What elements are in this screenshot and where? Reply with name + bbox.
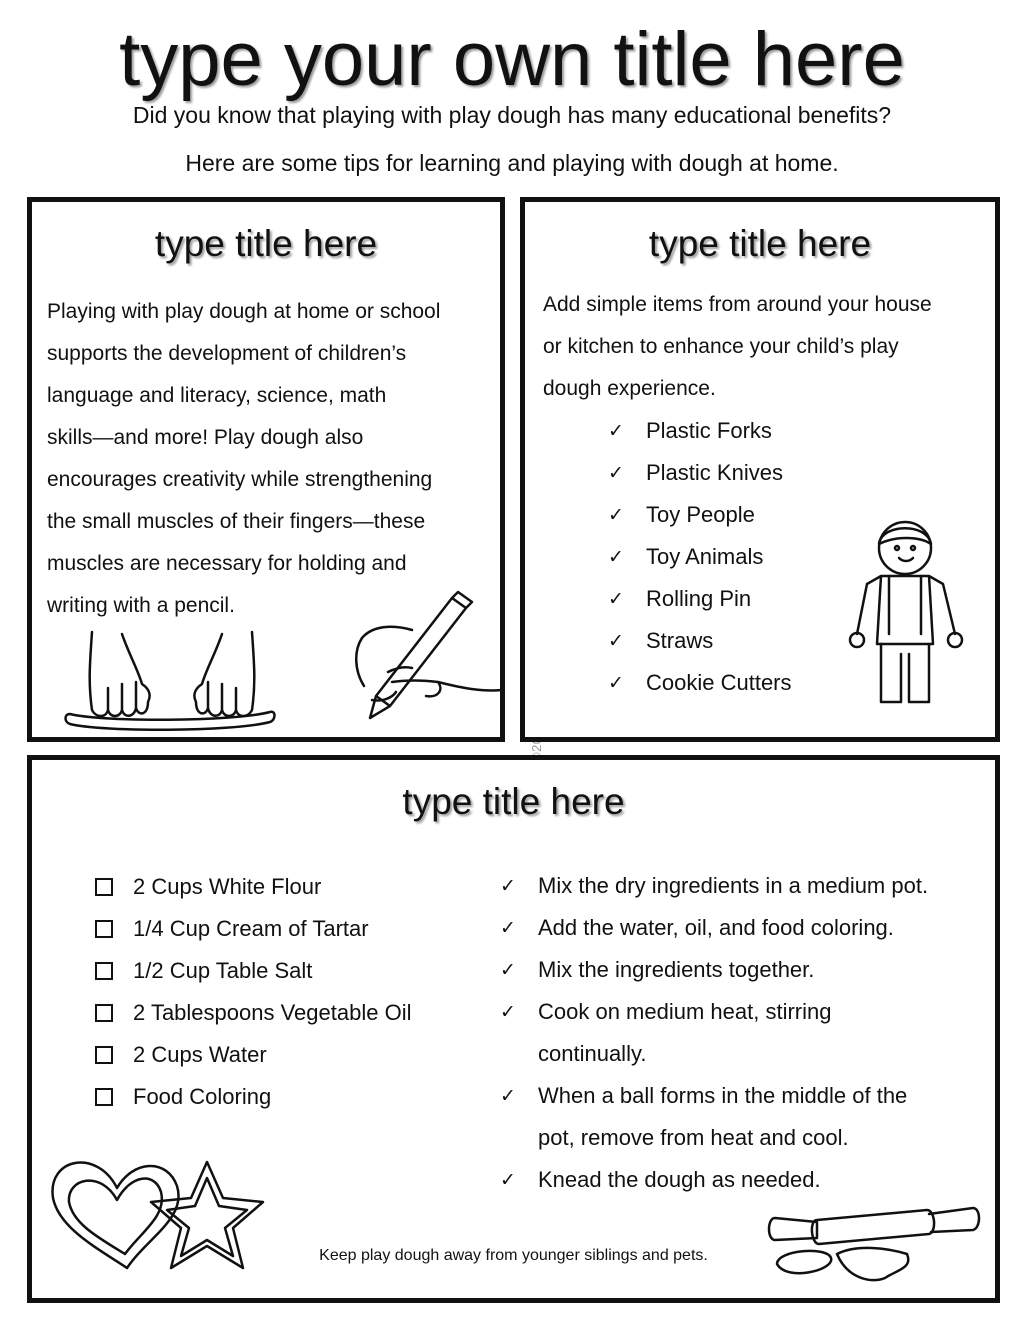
list-item (500, 1159, 928, 1201)
steps-list (500, 865, 928, 1201)
panel-play-items-title: type title here (648, 223, 872, 264)
list-item (608, 452, 792, 494)
benefits-line: encourages creativity while strengthening (47, 468, 433, 491)
check-icon: ✓ (500, 917, 516, 939)
panel-recipe-title: type title here (402, 781, 625, 822)
play-items-list (608, 410, 792, 704)
list-item-label: Toy People (646, 502, 755, 527)
checkbox-icon (95, 1004, 113, 1022)
intro-line-2: Here are some tips for learning and playing with dough at home. (185, 150, 839, 176)
list-item-label: Food Coloring (133, 1084, 272, 1109)
list-item (500, 1075, 928, 1117)
check-icon: ✓ (500, 1085, 516, 1107)
check-icon: ✓ (608, 420, 624, 442)
benefits-line: language and literacy, science, math (47, 384, 387, 407)
list-item (608, 620, 792, 662)
benefits-line: Playing with play dough at home or school (47, 300, 441, 323)
list-item-label: Toy Animals (646, 544, 764, 569)
check-icon: ✓ (608, 588, 624, 610)
list-item (95, 866, 411, 908)
check-icon: ✓ (608, 462, 624, 484)
list-item-label: Mix the ingredients together. (538, 957, 815, 982)
list-item (608, 578, 792, 620)
page-title: type your own title here (119, 17, 905, 102)
checkbox-icon (95, 962, 113, 980)
play-items-line: dough experience. (543, 377, 716, 400)
intro-line-1: Did you know that playing with play dough has many educational benefits? (132, 102, 892, 128)
hands-rolling-dough-illustration (62, 622, 282, 732)
list-item-label: 2 Cups Water (133, 1042, 267, 1067)
check-icon: ✓ (608, 630, 624, 652)
safety-note: Keep play dough away from younger siblings and pets. (319, 1247, 708, 1264)
benefits-line: writing with a pencil. (47, 594, 235, 617)
list-item-continued (500, 1117, 928, 1159)
list-item (95, 908, 411, 950)
list-item (500, 907, 928, 949)
checkbox-icon (95, 878, 113, 896)
list-item (95, 1034, 411, 1076)
list-item (95, 1076, 411, 1118)
list-item (95, 950, 411, 992)
list-item-label: 1/4 Cup Cream of Tartar (133, 916, 369, 941)
checkbox-icon (95, 1088, 113, 1106)
panel-benefits-text (47, 291, 502, 627)
check-icon: ✓ (608, 504, 624, 526)
list-item (608, 494, 792, 536)
checkbox-icon (95, 920, 113, 938)
list-item (608, 410, 792, 452)
check-icon: ✓ (500, 959, 516, 981)
panel-benefits (27, 197, 505, 742)
check-icon: ✓ (608, 672, 624, 694)
list-item-label: 2 Tablespoons Vegetable Oil (133, 1000, 412, 1025)
list-item-label: Plastic Forks (646, 418, 772, 443)
list-item (500, 865, 928, 907)
list-item (95, 992, 411, 1034)
list-item-continued (500, 1033, 928, 1075)
check-icon: ✓ (500, 1001, 516, 1023)
list-item-label: Plastic Knives (646, 460, 783, 485)
list-item-label: pot, remove from heat and cool. (538, 1125, 849, 1150)
list-item (608, 536, 792, 578)
hand-writing-pencil-illustration (352, 590, 512, 730)
list-item (500, 991, 928, 1033)
benefits-line: supports the development of children’s (47, 342, 407, 365)
check-icon: ✓ (500, 1169, 516, 1191)
benefits-line: muscles are necessary for holding and (47, 552, 407, 575)
list-item-label: Add the water, oil, and food coloring. (538, 915, 894, 940)
list-item-label: continually. (538, 1041, 647, 1066)
panel-benefits-title: type title here (154, 223, 378, 264)
list-item-label: Mix the dry ingredients in a medium pot. (538, 873, 929, 898)
toy-person-illustration (847, 514, 967, 714)
list-item-label: Cook on medium heat, stirring (538, 999, 832, 1024)
panel-recipe (27, 755, 1000, 1303)
list-item-label: 1/2 Cup Table Salt (133, 958, 313, 983)
play-items-line: Add simple items from around your house (543, 293, 932, 316)
list-item-label: Rolling Pin (646, 586, 752, 611)
cookie-cutters-illustration (47, 1148, 297, 1288)
check-icon: ✓ (608, 546, 624, 568)
list-item-label: When a ball forms in the middle of the (538, 1083, 908, 1108)
list-item-label: 2 Cups White Flour (133, 874, 322, 899)
panel-play-items-text (543, 284, 993, 410)
check-icon: ✓ (500, 875, 516, 897)
list-item (500, 949, 928, 991)
list-item-label: Straws (646, 628, 714, 653)
benefits-line: the small muscles of their fingers—these (47, 510, 426, 533)
list-item-label: Knead the dough as needed. (538, 1167, 821, 1192)
ingredients-list (95, 866, 411, 1118)
panel-play-items (520, 197, 1000, 742)
benefits-line: skills—and more! Play dough also (47, 426, 364, 449)
list-item (608, 662, 792, 704)
checkbox-icon (95, 1046, 113, 1064)
play-items-line: or kitchen to enhance your child’s play (543, 335, 899, 358)
list-item-label: Cookie Cutters (646, 670, 792, 695)
